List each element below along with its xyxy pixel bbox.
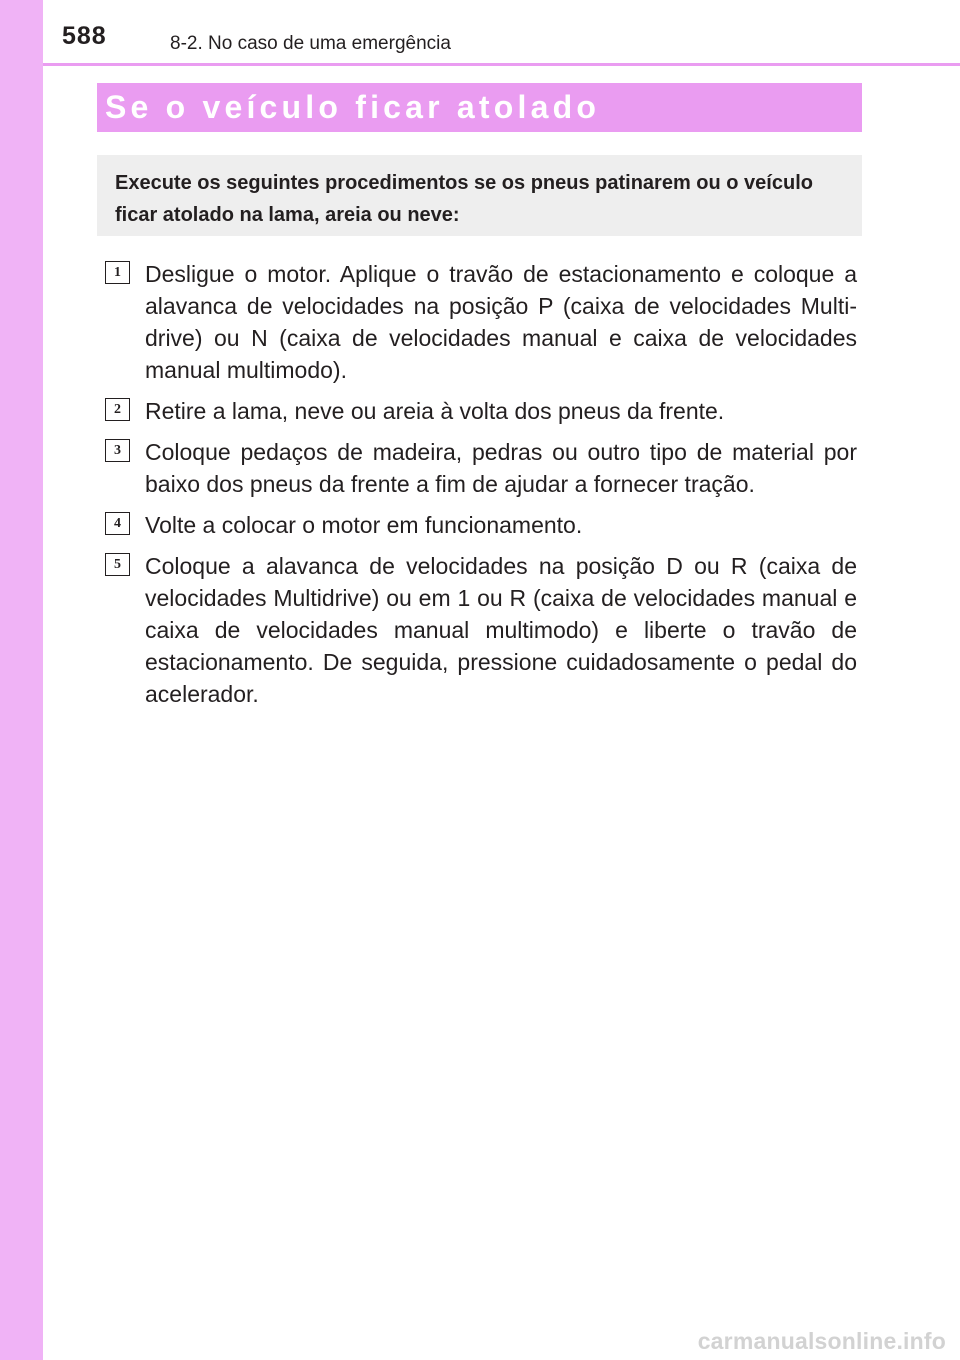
step-number-badge: 2: [105, 398, 130, 421]
intro-box: [97, 155, 862, 236]
step-item: [105, 258, 857, 386]
step-text: Desligue o motor. Aplique o travão de estacionamento e coloque a alavanca de velocidades na posição P (caixa de velocidades Multi-drive) ou N (caixa de velocidades manual e caixa de velocidades manual multimodo).: [145, 261, 857, 383]
step-item: [105, 436, 857, 500]
step-item: [105, 395, 857, 427]
header-divider: [43, 63, 960, 66]
title-bar: [97, 83, 862, 132]
section-header: 8-2. No caso de uma emergência: [170, 33, 451, 54]
intro-text: Execute os seguintes procedimentos se os pneus patinarem ou o veículo ficar atolado na lama, areia ou neve:: [115, 172, 813, 226]
steps-list: [105, 258, 857, 719]
step-text: Coloque a alavanca de velocidades na posição D ou R (caixa de velocidades Multidrive) ou em 1 ou R (caixa de velocidades manual e caixa de velocidades manual multimodo) e liberte o travão de estacionamento. De seguida, pressione cuidadosamente o pedal do acelerador.: [145, 553, 857, 707]
watermark: carmanualsonline.info: [697, 1328, 946, 1354]
step-number-badge: 1: [105, 261, 130, 284]
step-item: [105, 550, 857, 710]
chapter-side-band: [0, 0, 43, 1360]
page-title: Se o veículo ficar atolado: [105, 89, 601, 125]
step-text: Retire a lama, neve ou areia à volta dos pneus da frente.: [145, 398, 725, 424]
step-number-badge: 5: [105, 553, 130, 576]
step-item: [105, 509, 857, 541]
step-text: Volte a colocar o motor em funcionamento.: [145, 512, 583, 538]
step-number-badge: 3: [105, 439, 130, 462]
step-number-badge: 4: [105, 512, 130, 535]
step-text: Coloque pedaços de madeira, pedras ou outro tipo de material por baixo dos pneus da frente a fim de ajudar a fornecer tração.: [145, 439, 857, 497]
page-number: 588: [62, 22, 107, 50]
